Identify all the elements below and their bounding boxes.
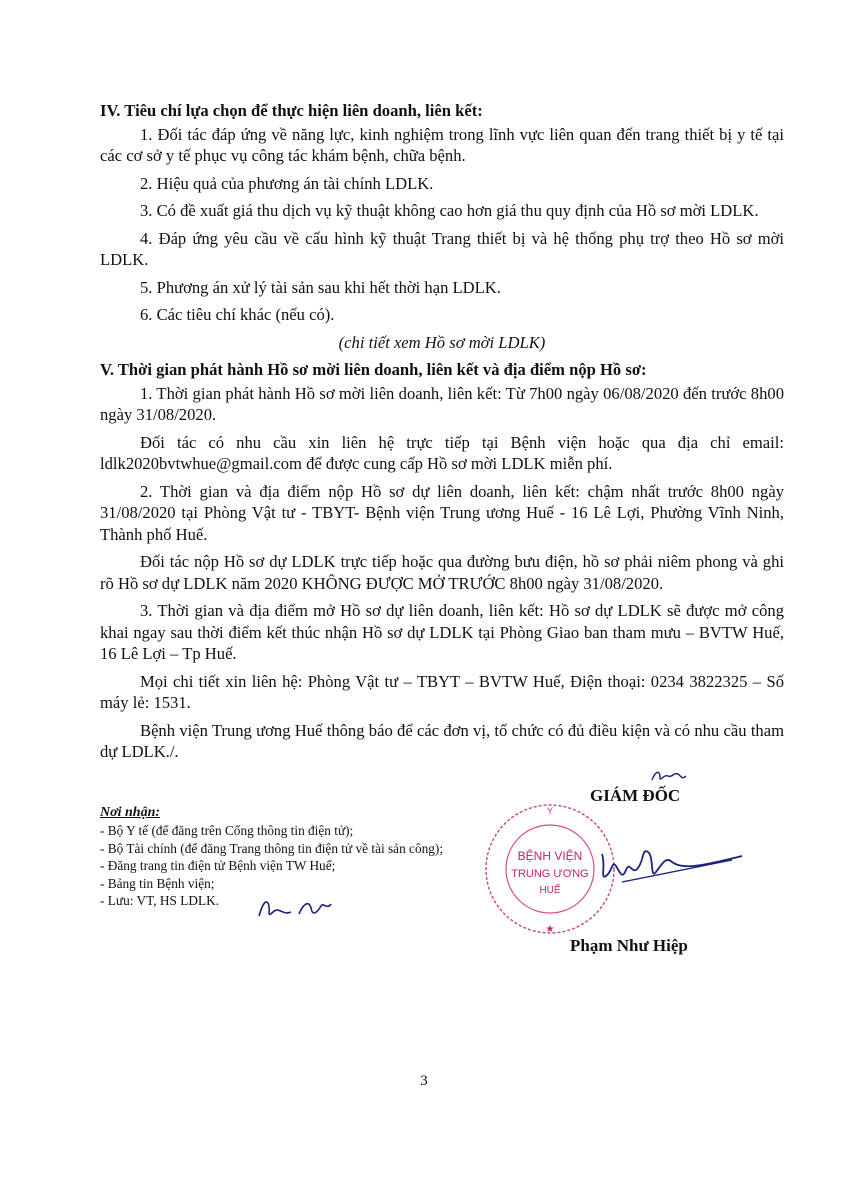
criterion-3: 3. Có đề xuất giá thu dịch vụ kỹ thuật không cao hơn giá thu quy định của Hồ sơ mời LDLK. <box>140 201 759 220</box>
opening-paragraph: 3. Thời gian và địa điểm mở Hồ sơ dự liên doanh, liên kết: Hồ sơ dự LDLK sẽ được mở công khai ngay sau thời điểm kết thúc nhận Hồ sơ dự LDLK tại Phòng Giao ban tham mưu – BVTW Huế, 16 Lê Lợi – Tp Huế. <box>100 601 784 663</box>
director-name: Phạm Như Hiệp <box>570 936 688 955</box>
section-v-heading: V. Thời gian phát hành Hồ sơ mời liên doanh, liên kết và địa điểm nộp Hồ sơ: <box>100 360 647 379</box>
contact-email-paragraph: Đối tác có nhu cầu xin liên hệ trực tiếp tại Bệnh viện hoặc qua địa chỉ email: ldlk2020bvtwhue@gmail.com để được cung cấp Hồ sơ mời LDLK miễn phí. <box>100 432 784 473</box>
recipient-item: - Lưu: VT, HS LDLK. <box>100 893 219 909</box>
criterion-5: 5. Phương án xử lý tài sản sau khi hết thời hạn LDLK. <box>140 277 501 297</box>
recipients-title: Nơi nhận: <box>100 805 161 820</box>
closing-paragraph: Bệnh viện Trung ương Huế thông báo để các đơn vị, tổ chức có đủ điều kiện và có nhu cầu tham dự LDLK./. <box>100 720 784 761</box>
document-body <box>100 100 784 769</box>
contact-phone-paragraph: Mọi chi tiết xin liên hệ: Phòng Vật tư – TBYT – BVTW Huế, Điện thoại: 0234 3822325 – Số máy lẻ: 1531. <box>100 671 784 712</box>
seal-line-3: HUẾ <box>539 885 561 896</box>
approval-initials-icon <box>648 764 688 786</box>
initials-signature-icon <box>255 892 335 922</box>
seal-star-icon: ★ <box>545 924 555 935</box>
seal-line-2: TRUNG ƯƠNG <box>511 868 589 880</box>
director-title: GIÁM ĐỐC <box>590 786 681 805</box>
section-iv-heading: IV. Tiêu chí lựa chọn để thực hiện liên doanh, liên kết: <box>100 101 483 120</box>
criterion-1: 1. Đối tác đáp ứng về năng lực, kinh nghiệm trong lĩnh vực liên quan đến trang thiết bị y tế tại các cơ sở y tế phục vụ công tác khám bệnh, chữa bệnh. <box>100 124 784 165</box>
details-note: (chi tiết xem Hồ sơ mời LDLK) <box>338 332 546 352</box>
recipient-item: - Bộ Y tế (để đăng trên Cổng thông tin điện tử); <box>100 823 354 839</box>
criterion-4: 4. Đáp ứng yêu cầu về cấu hình kỹ thuật Trang thiết bị và hệ thống phụ trợ theo Hồ sơ mời LDLK. <box>100 228 784 269</box>
seal-line-1: BỆNH VIỆN <box>517 849 583 863</box>
issue-time-paragraph: 1. Thời gian phát hành Hồ sơ mời liên doanh, liên kết: Từ 7h00 ngày 06/08/2020 đến trước 8h00 ngày 31/08/2020. <box>100 383 784 424</box>
submission-paragraph: 2. Thời gian và địa điểm nộp Hồ sơ dự liên doanh, liên kết: chậm nhất trước 8h00 ngày 31/08/2020 tại Phòng Vật tư - TBYT- Bệnh viện Trung ương Huế - 16 Lê Lợi, Phường Vĩnh Ninh, Thành phố Huế. <box>100 481 784 544</box>
page-number: 3 <box>420 1073 428 1089</box>
director-signature-icon <box>592 836 752 906</box>
recipient-item: - Đăng trang tin điện tử Bệnh viện TW Huế; <box>100 858 336 874</box>
recipient-item: - Bộ Tài chính (để đăng Trang thông tin điện tử về tài sản công); <box>100 840 444 856</box>
recipient-item: - Bảng tin Bệnh viện; <box>100 875 215 891</box>
seal-top-letter: Y <box>546 806 554 816</box>
criterion-2: 2. Hiệu quả của phương án tài chính LDLK. <box>140 173 434 193</box>
criterion-6: 6. Các tiêu chí khác (nếu có). <box>140 305 335 324</box>
sealing-paragraph: Đối tác nộp Hồ sơ dự LDLK trực tiếp hoặc qua đường bưu điện, hồ sơ phải niêm phong và ghi rõ Hồ sơ dự LDLK năm 2020 KHÔNG ĐƯỢC MỞ TRƯỚC 8h00 ngày 31/08/2020. <box>100 552 784 593</box>
